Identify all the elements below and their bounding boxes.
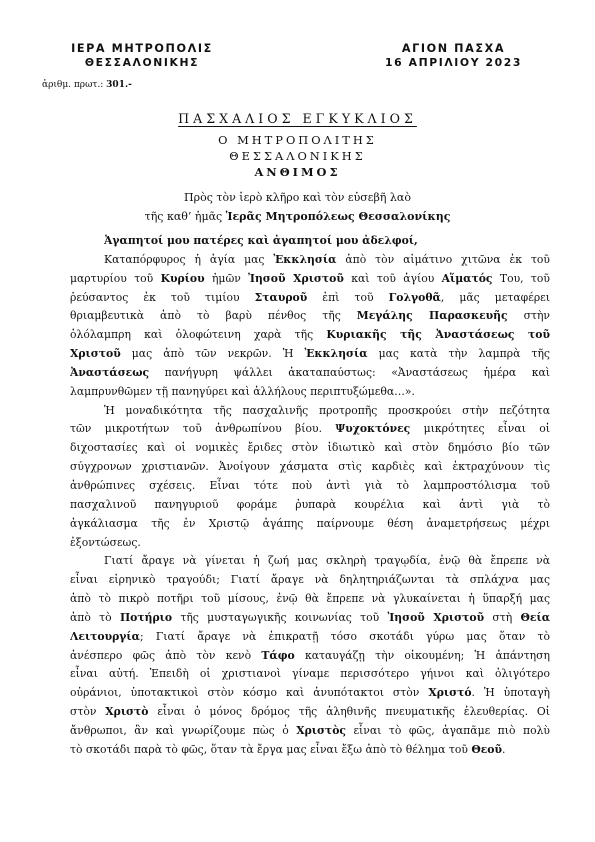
body-line: τὸ σκοτάδι παρὰ τὸ φῶς, ὅταν τὰ ἔργα μας εἶναι ἔξω ἀπὸ τὸ θέλημα τοῦ Θεοῦ. — [70, 742, 506, 756]
body-line: Λειτουργία; Γιατί ἄραγε νὰ ἐπικρατῇ τόσο σκοτάδι γύρω μας ὅταν τὸ — [70, 629, 550, 643]
greeting: Ἀγαπητοί μου πατέρες καὶ ἀγαπητοί μου ἀδελφοί, — [104, 234, 418, 247]
body-line: διχοστασίες καὶ οἱ νομικὲς ἔριδες στὸν ἰδιωτικὸ καὶ στὸν δημόσιο βίο τῶν — [70, 441, 550, 455]
address-block — [0, 188, 595, 226]
body-line: μαρτυρίου τοῦ Κυρίου ἡμῶν Ἰησοῦ Χριστοῦ καὶ τοῦ ἁγίου Αἵματός Του, τοῦ — [70, 271, 550, 285]
body-line: ὁλόλαμπρη καὶ ὁλοφώτεινη χαρὰ τῆς Κυριακῆς τῆς Ἀναστάσεως τοῦ — [70, 328, 550, 342]
body-line: λαμπρυνθῶμεν τῇ πανηγύρει καὶ ἀλλήλους περιπτυξώμεθα…». — [70, 384, 415, 398]
address-line-2-bold: Ἱερᾶς Μητροπόλεως Θεσσαλονίκης — [225, 210, 451, 223]
feast-date: 16 ΑΠΡΙΛΙΟΥ 2023 — [385, 56, 522, 69]
body-line: στὸν Χριστὸ εἶναι ὁ μόνος δρόμος τῆς ἀληθινῆς πνευματικῆς ἐλευθερίας. Οἱ — [70, 705, 550, 719]
body-line: οὐράνιοι, ὑποτακτικοὶ στὸν κόσμο καὶ ἀνυπότακτοι στὸν Χριστό. Ἡ ὑποταγὴ — [70, 686, 550, 700]
metropolis-header — [42, 42, 242, 70]
metropolis-city: ΘΕΣΣΑΛΟΝΙΚΗΣ — [84, 56, 200, 69]
body-line: ἀνθρώπινες σχέσεις. Εἶναι τότε ποὺ ἀντὶ γιὰ τὸ λαμπροστόλισμα τοῦ — [70, 478, 550, 492]
body-line: Ἀναστάσεως πανήγυρη ψάλλει ἀκαταπαύστως: «Ἀναστάσεως ἡμέρα καὶ — [70, 365, 550, 379]
body-line: Γιατί ἄραγε νὰ γίνεται ἡ ζωή μας σκληρὴ τραγῳδία, ἐνῷ θὰ ἔπρεπε νὰ — [104, 554, 550, 568]
body-line: ἐξοντώσεως. — [70, 535, 141, 549]
protocol-label: ἀριθμ. πρωτ.: — [42, 80, 107, 90]
body-line: σύγχρονων χριστιανῶν. Ἀνοίγουν χάσματα στὶς καρδιὲς καὶ ἐκτραχύνουν τὶς — [70, 460, 550, 474]
metropolis-name: ΙΕΡΑ ΜΗΤΡΟΠΟΛΙΣ — [71, 42, 213, 55]
body-line: Καταπόρφυρος ἡ ἁγία μας Ἐκκλησία ἀπὸ τὸν αἱμάτινο χιτῶνα ἐκ τοῦ — [104, 252, 550, 266]
address-line-2 — [0, 207, 595, 226]
protocol-value: 301.- — [106, 80, 132, 90]
protocol-number — [42, 80, 132, 90]
body-line: εἶναι εἰρηνικὸ τραγούδι; Γιατί ἄραγε νὰ δηλητηριάζωνται τὰ σπλάχνα μας — [70, 573, 550, 587]
address-line-1: Πρὸς τὸν ἱερὸ κλῆρο καὶ τὸν εὐσεβῆ λαὸ — [184, 191, 411, 204]
encyclical-body — [70, 232, 550, 760]
body-line: Ἡ μοναδικότητα τῆς πασχαλινῆς προτροπῆς προσκρούει στὴν πεζότητα — [104, 403, 550, 417]
body-line: ἄνθρωποι, ἂν καὶ γνωρίζουμε πὼς ὁ Χριστὸς εἶναι τὸ φῶς, ἀγαπᾶμε πιὸ πολὺ — [70, 723, 550, 737]
body-line: εἶναι αὐτή. Ἐπειδὴ οἱ χριστιανοὶ γίναμε περισσότερο γήινοι καὶ ὀλιγότερο — [70, 667, 550, 681]
body-line: ῥεύσαντος ἐκ τοῦ τιμίου Σταυροῦ ἐπὶ τοῦ Γολγοθᾶ, μᾶς μεταφέρει — [70, 290, 550, 304]
body-line: ἀγκάλιασμα τῆς ἐν Χριστῷ ἀγάπης παίρνουμε θέση ἀναμετρήσεως μέχρι — [70, 516, 550, 530]
body-line: ἀπὸ τὸ πικρὸ ποτῆρι τοῦ μίσους, ἐνῷ θὰ ἔπρεπε νὰ γλυκαίνεται ἡ ὕπαρξή μας — [70, 592, 550, 606]
body-line: Χριστοῦ μας ἀπὸ τῶν νεκρῶν. Ἡ Ἐκκλησία μας κατὰ τὴν λαμπρὰ τῆς — [70, 347, 550, 361]
body-line: ἀνέσπερο φῶς ἀπὸ τὸν κενὸ Τάφο καταυγάζῃ τὴν οἰκουμένη; Ἡ ἀπάντηση — [70, 648, 550, 662]
author-name: ΑΝΘΙΜΟΣ — [254, 165, 341, 179]
body-line: ἀπὸ τὸ Ποτήριο τῆς μυσταγωγικῆς κοινωνίας τοῦ Ἰησοῦ Χριστοῦ στὴ Θεία — [70, 610, 550, 624]
address-line-2-pre: τῆς καθ’ ἡμᾶς — [144, 210, 226, 223]
body-line: πασχαλινοῦ πανηγυριοῦ φοράμε ῥυπαρὰ κουρέλια καὶ ἀντὶ γιὰ τὸ — [70, 497, 550, 511]
feast-name: ΑΓΙΟΝ ΠΑΣΧΑ — [401, 42, 506, 55]
date-header — [366, 42, 541, 70]
body-line: τῶν μικροτήτων τοῦ ἀνθρωπίνου βίου. Ψυχοκτόνες μικρότητες εἶναι οἱ — [70, 422, 550, 436]
author-see: ΘΕΣΣΑΛΟΝΙΚΗΣ — [229, 149, 366, 163]
document-title — [0, 108, 595, 127]
author-title: Ο ΜΗΤΡΟΠΟΛΙΤΗΣ — [218, 133, 377, 147]
title-text: ΠΑΣΧΑΛΙΟΣ ΕΓΚΥΚΛΙΟΣ — [178, 111, 417, 126]
author-block — [0, 132, 595, 180]
body-line: θριαμβευτικὰ ἀπὸ τὸ βαρὺ πένθος τῆς Μεγάλης Παρασκευῆς στὴν — [70, 309, 550, 323]
